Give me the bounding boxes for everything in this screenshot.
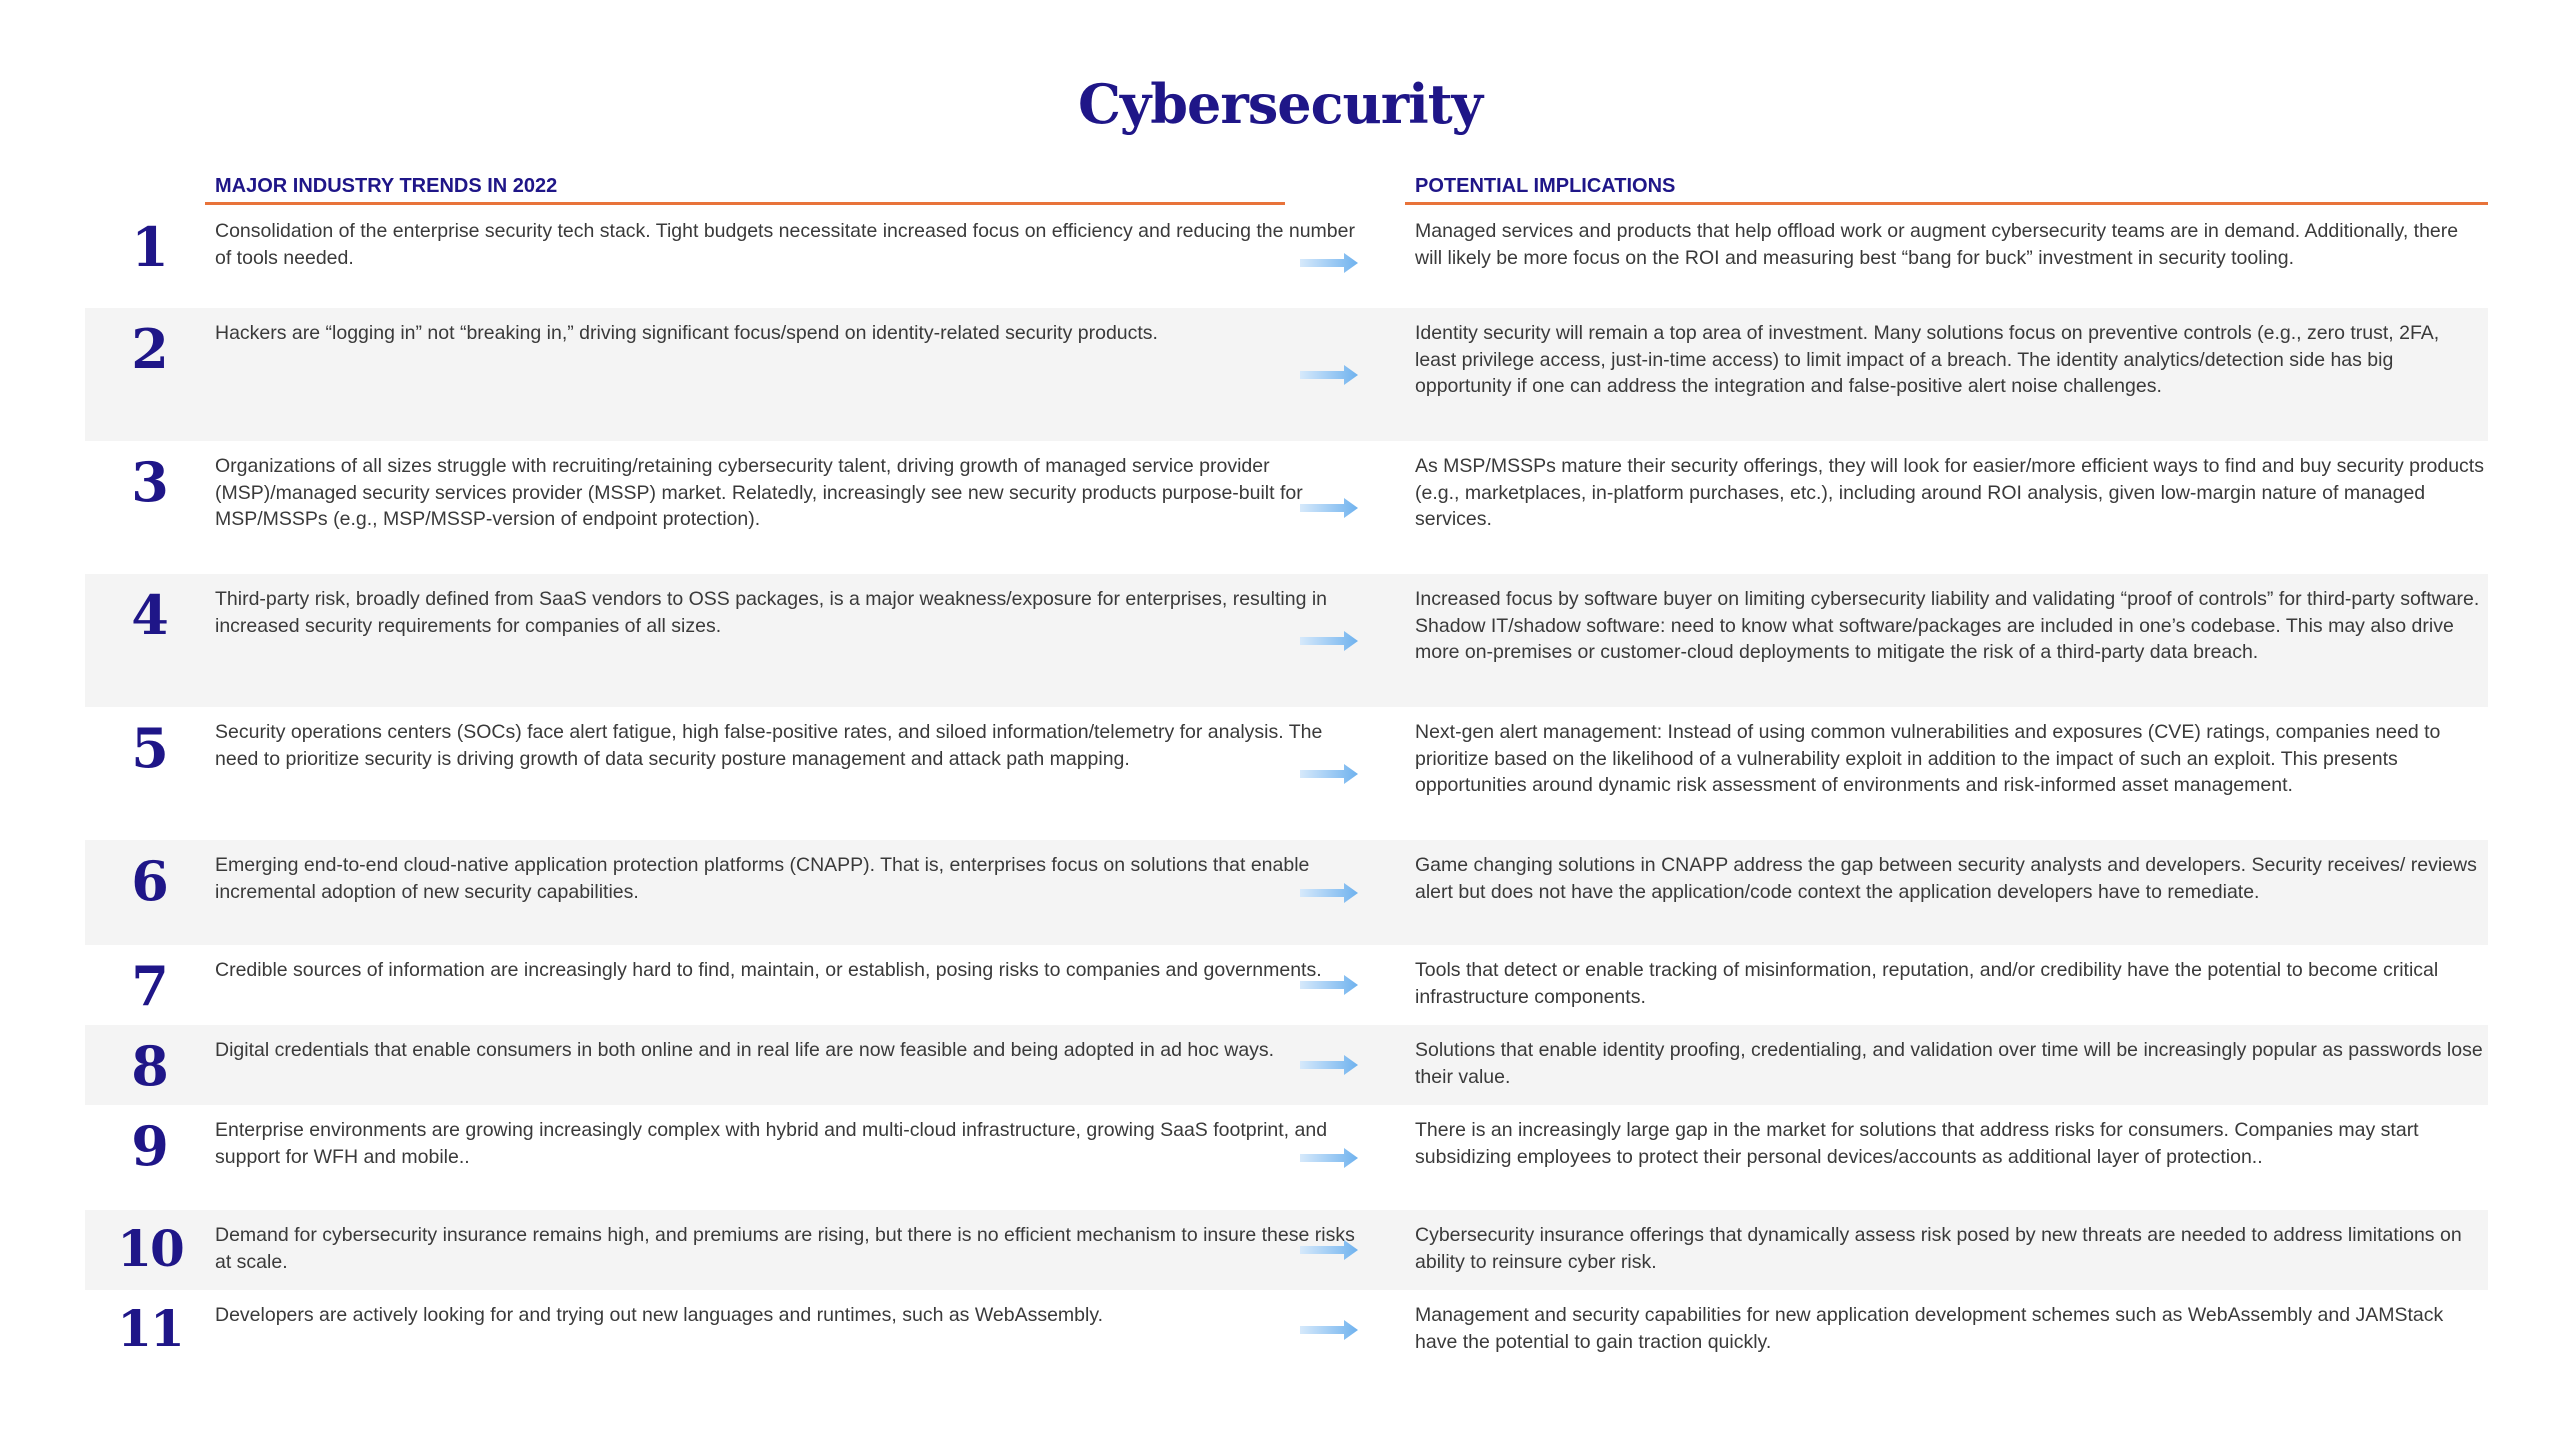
- trend-text: Demand for cybersecurity insurance remains high, and premiums are rising, but there is no efficient mechanism to insure these risks at scale.: [215, 1224, 1355, 1273]
- trend-text: Credible sources of information are increasingly hard to find, maintain, or establish, posing risks to companies and governments.: [215, 959, 1322, 981]
- right-arrow-icon: [1300, 762, 1360, 786]
- table-row: [85, 945, 2488, 1025]
- implication-text: Cybersecurity insurance offerings that dynamically assess risk posed by new threats are needed to address limitations on ability to reinsure cyber risk.: [1415, 1224, 2462, 1273]
- table-row: [85, 441, 2488, 574]
- table-row: [85, 1210, 2488, 1290]
- implication-text: Identity security will remain a top area of investment. Many solutions focus on preventive controls (e.g., zero trust, 2FA, least privilege access, just-in-time access) to limit impact of a breach. The identity analytics/detection side has big opportunity if one can address the integration and false-positive alert noise challenges.: [1415, 322, 2440, 397]
- right-arrow-icon: [1300, 363, 1360, 387]
- implication-text: As MSP/MSSPs mature their security offerings, they will look for easier/more efficient ways to find and buy security products (e.g., marketplaces, in-platform purchases, etc.), including around ROI analysis, given low-margin nature of managed services.: [1415, 455, 2484, 530]
- trend-text: Consolidation of the enterprise security tech stack. Tight budgets necessitate increased focus on efficiency and reducing the number of tools needed.: [215, 220, 1355, 269]
- table-row: [85, 1290, 2488, 1370]
- right-arrow-icon: [1300, 881, 1360, 905]
- right-arrow-icon: [1300, 1318, 1360, 1342]
- right-arrow-icon: [1300, 1053, 1360, 1077]
- row-number: 6: [131, 849, 169, 913]
- trend-text: Digital credentials that enable consumers in both online and in real life are now feasible and being adopted in ad hoc ways.: [215, 1039, 1275, 1061]
- row-number: 5: [131, 716, 169, 780]
- trend-text: Developers are actively looking for and trying out new languages and runtimes, such as WebAssembly.: [215, 1304, 1104, 1326]
- row-number: 4: [131, 583, 169, 647]
- row-number: 11: [117, 1299, 183, 1358]
- right-arrow-icon: [1300, 251, 1360, 275]
- page-title: Cybersecurity: [1077, 72, 1483, 136]
- trend-text: Hackers are “logging in” not “breaking in,” driving significant focus/spend on identity-related security products.: [215, 322, 1158, 344]
- row-number: 10: [117, 1219, 183, 1278]
- table-row: [85, 1025, 2488, 1105]
- table-row: [85, 308, 2488, 441]
- row-number: 3: [131, 450, 169, 514]
- implication-text: Managed services and products that help offload work or augment cybersecurity teams are in demand. Additionally, there will likely be more focus on the ROI and measuring best “bang for buck” investment in security tooling.: [1415, 220, 2459, 269]
- table-row: [85, 210, 2488, 308]
- row-number: 8: [131, 1034, 169, 1098]
- row-number: 2: [131, 317, 169, 381]
- row-number: 9: [131, 1114, 169, 1178]
- implication-text: There is an increasingly large gap in the market for solutions that address risks for consumers. Companies may start subsidizing employees to protect their personal devices/accounts as additional layer of protection..: [1415, 1119, 2419, 1168]
- implications-column-header: POTENTIAL IMPLICATIONS: [1405, 175, 2488, 205]
- trend-text: Enterprise environments are growing increasingly complex with hybrid and multi-cloud infrastructure, growing SaaS footprint, and support for WFH and mobile..: [215, 1119, 1328, 1168]
- table-row: [85, 574, 2488, 707]
- table-row: [85, 707, 2488, 840]
- trend-text: Emerging end-to-end cloud-native application protection platforms (CNAPP). That is, enterprises focus on solutions that enable incremental adoption of new security capabilities.: [215, 854, 1310, 903]
- implication-text: Increased focus by software buyer on limiting cybersecurity liability and validating “proof of controls” for third-party software. Shadow IT/shadow software: need to know what software/packages are included in one’s codebase. This may also drive more on-premises or customer-cloud deployments to mitigate the risk of a third-party data breach.: [1415, 588, 2480, 663]
- implication-text: Tools that detect or enable tracking of misinformation, reputation, and/or credibility have the potential to become critical infrastructure components.: [1415, 959, 2439, 1008]
- table-row: [85, 840, 2488, 945]
- trend-text: Third-party risk, broadly defined from SaaS vendors to OSS packages, is a major weakness/exposure for enterprises, resulting in increased security requirements for companies of all sizes.: [215, 588, 1328, 637]
- right-arrow-icon: [1300, 1146, 1360, 1170]
- implication-text: Next-gen alert management: Instead of using common vulnerabilities and exposures (CVE) ratings, companies need to prioritize based on the likelihood of a vulnerability exploit in addition to the impact of such an exploit. This presents opportunities around dynamic risk assessment of environments and risk-informed asset management.: [1415, 721, 2441, 796]
- trends-column-header: MAJOR INDUSTRY TRENDS IN 2022: [205, 175, 1285, 205]
- right-arrow-icon: [1300, 973, 1360, 997]
- implication-text: Management and security capabilities for new application development schemes such as WebAssembly and JAMStack have the potential to gain traction quickly.: [1415, 1304, 2444, 1353]
- right-arrow-icon: [1300, 1238, 1360, 1262]
- trend-text: Security operations centers (SOCs) face alert fatigue, high false-positive rates, and siloed information/telemetry for analysis. The need to prioritize security is driving growth of data security posture management and attack path mapping.: [215, 721, 1323, 770]
- row-number: 1: [131, 215, 169, 279]
- row-number: 7: [131, 954, 169, 1018]
- table-row: [85, 1105, 2488, 1210]
- right-arrow-icon: [1300, 496, 1360, 520]
- right-arrow-icon: [1300, 629, 1360, 653]
- implication-text: Solutions that enable identity proofing, credentialing, and validation over time will be increasingly popular as passwords lose their value.: [1415, 1039, 2483, 1088]
- trend-text: Organizations of all sizes struggle with recruiting/retaining cybersecurity talent, driving growth of managed service provider (MSP)/managed security services provider (MSSP) market. Relatedly, increasingly see new security products purpose-built for MSP/MSSPs (e.g., MSP/MSSP-version of endpoint protection).: [215, 455, 1303, 530]
- implication-text: Game changing solutions in CNAPP address the gap between security analysts and developers. Security receives/ reviews alert but does not have the application/code context the application developers have to remediate.: [1415, 854, 2477, 903]
